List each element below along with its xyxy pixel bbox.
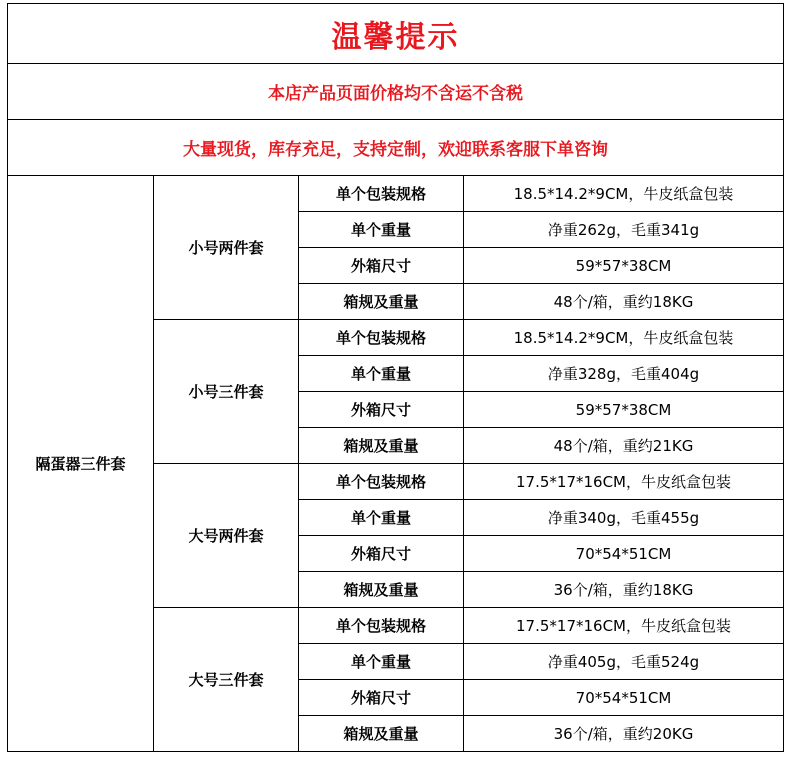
spec-value: 17.5*17*16CM，牛皮纸盒包装: [464, 464, 784, 500]
spec-label: 箱规及重量: [299, 716, 464, 752]
spec-value: 48个/箱，重约18KG: [464, 284, 784, 320]
spec-value: 净重262g，毛重341g: [464, 212, 784, 248]
spec-value: 59*57*38CM: [464, 392, 784, 428]
spec-label: 单个包装规格: [299, 464, 464, 500]
group-name: 小号两件套: [154, 176, 299, 320]
spec-label: 单个包装规格: [299, 320, 464, 356]
spec-label: 外箱尺寸: [299, 536, 464, 572]
page-title: 温馨提示: [8, 4, 784, 64]
spec-value: 净重340g，毛重455g: [464, 500, 784, 536]
spec-table: [7, 3, 784, 752]
spec-label: 外箱尺寸: [299, 392, 464, 428]
spec-value: 59*57*38CM: [464, 248, 784, 284]
spec-value: 净重405g，毛重524g: [464, 644, 784, 680]
stock-notice: 大量现货，库存充足，支持定制，欢迎联系客服下单咨询: [8, 120, 784, 176]
spec-label: 单个包装规格: [299, 608, 464, 644]
spec-value: 17.5*17*16CM，牛皮纸盒包装: [464, 608, 784, 644]
spec-value: 48个/箱，重约21KG: [464, 428, 784, 464]
spec-label: 外箱尺寸: [299, 680, 464, 716]
spec-label: 单个重量: [299, 356, 464, 392]
spec-value: 36个/箱，重约20KG: [464, 716, 784, 752]
spec-label: 外箱尺寸: [299, 248, 464, 284]
spec-label: 箱规及重量: [299, 572, 464, 608]
spec-label: 单个包装规格: [299, 176, 464, 212]
price-notice: 本店产品页面价格均不含运不含税: [8, 64, 784, 120]
table-row: [8, 176, 784, 212]
notice-row: [8, 64, 784, 120]
spec-label: 箱规及重量: [299, 428, 464, 464]
group-name: 小号三件套: [154, 320, 299, 464]
spec-value: 70*54*51CM: [464, 680, 784, 716]
spec-value: 净重328g，毛重404g: [464, 356, 784, 392]
spec-value: 70*54*51CM: [464, 536, 784, 572]
spec-label: 单个重量: [299, 644, 464, 680]
notice-row: [8, 120, 784, 176]
spec-value: 18.5*14.2*9CM，牛皮纸盒包装: [464, 176, 784, 212]
spec-value: 36个/箱，重约18KG: [464, 572, 784, 608]
product-name: 隔蛋器三件套: [8, 176, 154, 752]
title-row: [8, 4, 784, 64]
spec-sheet: [7, 3, 783, 752]
spec-label: 箱规及重量: [299, 284, 464, 320]
spec-label: 单个重量: [299, 500, 464, 536]
group-name: 大号三件套: [154, 608, 299, 752]
group-name: 大号两件套: [154, 464, 299, 608]
spec-label: 单个重量: [299, 212, 464, 248]
spec-value: 18.5*14.2*9CM，牛皮纸盒包装: [464, 320, 784, 356]
